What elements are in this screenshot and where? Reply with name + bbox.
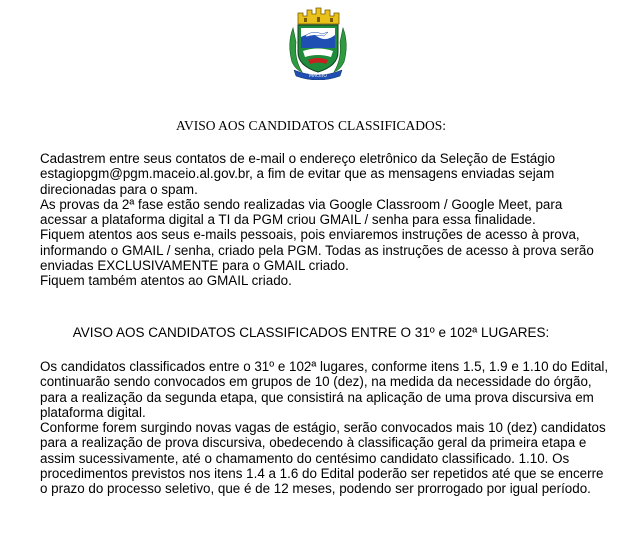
notice2-body (40, 359, 610, 497)
notice1-paragraph: Fiquem também atentos ao GMAIL criado. (40, 273, 292, 289)
city-coat-of-arms (284, 4, 352, 80)
notice1-paragraph: As provas da 2ª fase estão sendo realizadas via Google Classroom / Google Meet, para acessar a plataforma digital a TI da PGM criou GMAIL / senha para essa finalidade. (40, 196, 563, 228)
notice1-paragraph: Fiquem atentos aos seus e-mails pessoais, pois enviaremos instruções de acesso à prova, informando o GMAIL / senha, criado pela PGM. Todas as instruções de acesso à prova serão enviadas EXCLUSIVAMENTE para o GMAIL criado. (40, 227, 594, 274)
shield-icon (298, 25, 338, 72)
banner-text: MACEIO (309, 74, 327, 79)
notice2-paragraph: Os candidatos classificados entre o 31º e 102ª lugares, conforme itens 1.5, 1.9 e 1.10 do Edital, continuarão sendo convocados em grupos de 10 (dez), na medida da necessidade do órgão, para a realização da segunda etapa, que consistirá na aplicação de uma prova discursiva em plataforma digital. (40, 359, 609, 420)
notice1-paragraph: Cadastrem entre seus contatos de e-mail o endereço eletrônico da Seleção de Estágio estagiopgm@pgm.maceio.al.gov.br, a fim de evitar que as mensagens enviadas sejam direcionadas para o spam. (40, 151, 556, 197)
notice2-paragraph: Conforme forem surgindo novas vagas de estágio, serão convocados mais 10 (dez) candidatos para a realização de prova discursiva, obedecendo à classificação geral da primeira etapa e assim sucessivamente, até o chamamento do centésimo candidato classificado. 1.10. Os procedimentos previstos nos itens 1.4 a 1.6 do Edital poderão ser repetidos até que se encerre o prazo do processo seletivo, que é de 12 meses, podendo ser prorrogado por igual período. (40, 420, 606, 497)
notice2-title: AVISO AOS CANDIDATOS CLASSIFICADOS ENTRE O 31º e 102ª LUGARES: (72, 325, 550, 340)
notice1-title: AVISO AOS CANDIDATOS CLASSIFICADOS: (176, 118, 446, 133)
notice1-body (40, 151, 610, 289)
mural-crown-icon (298, 8, 339, 24)
